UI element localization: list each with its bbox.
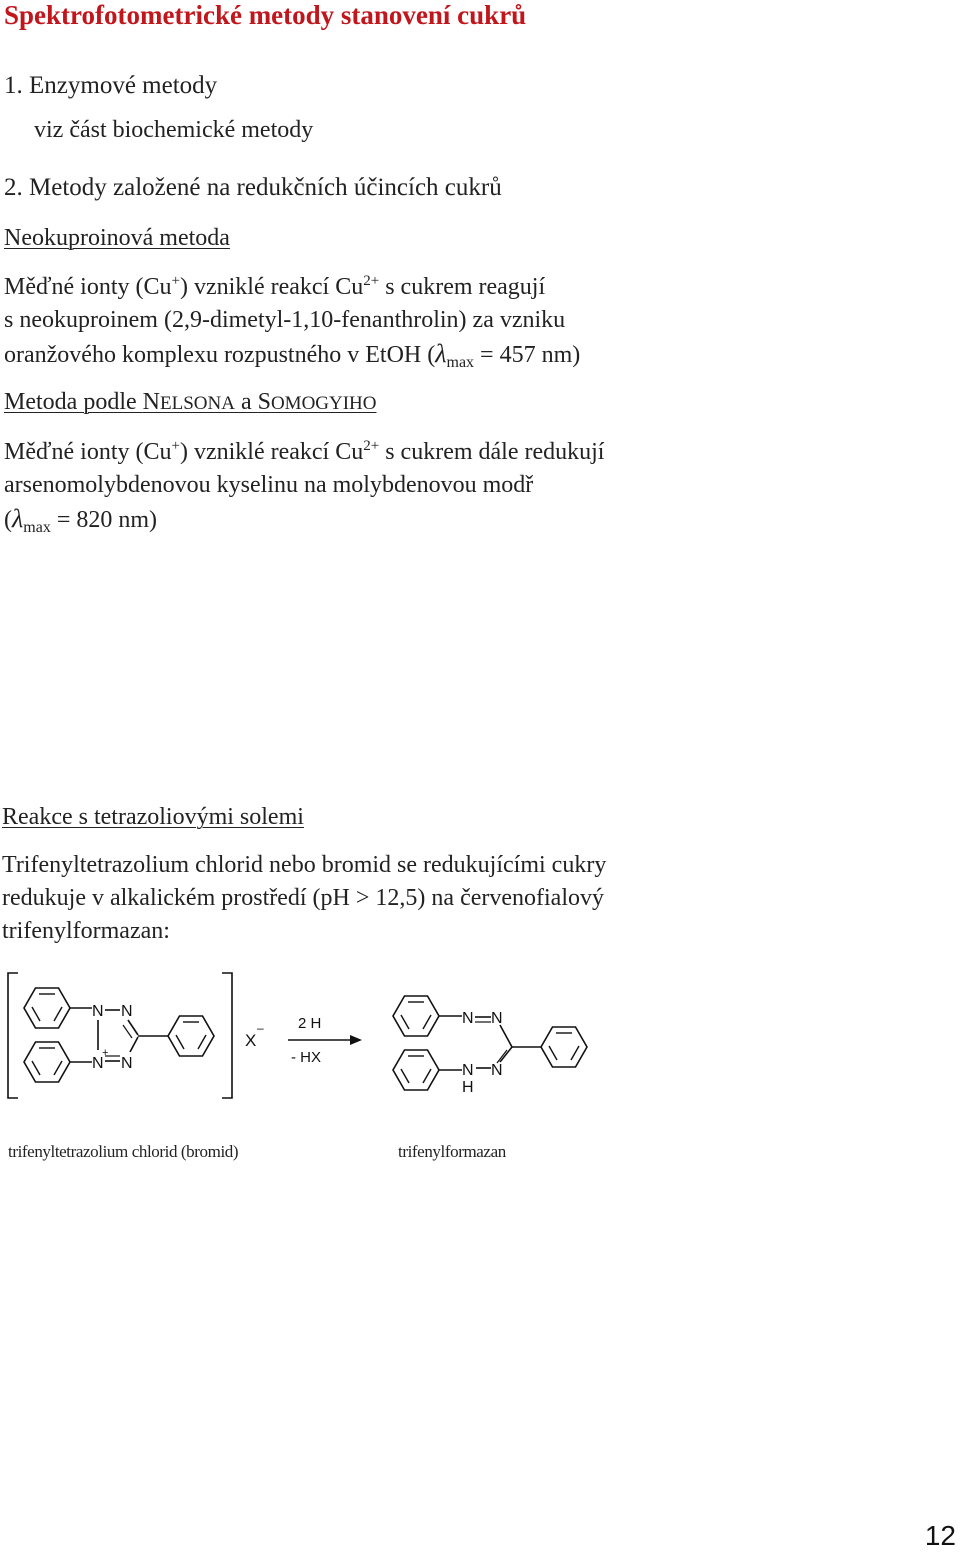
section-1-note: viz část biochemické metody bbox=[34, 117, 314, 143]
reaction-arrow bbox=[288, 1035, 362, 1045]
benzene-ring-top bbox=[393, 996, 439, 1036]
page-title: Spektrofotometrické metody stanovení cukrů bbox=[4, 0, 527, 30]
nelson-somogyi-heading: Metoda podle NELSONA a SOMOGYIHO bbox=[4, 389, 377, 415]
reagent-above-arrow: 2 H bbox=[298, 1015, 322, 1032]
tetrazolium-heading: Reakce s tetrazoliovými solemi bbox=[2, 804, 304, 830]
section-1-heading: 1. Enzymové metody bbox=[4, 72, 218, 99]
page-number: 12 bbox=[924, 1520, 956, 1551]
atom-n3: N bbox=[92, 1055, 104, 1072]
nelson-line-2: arsenomolybdenovou kyselinu na molybdenovou modř bbox=[4, 472, 534, 498]
benzene-ring-bottom bbox=[393, 1050, 439, 1090]
tetrazolium-line-2: redukuje v alkalickém prostředí (pH > 12,5) na červenofialový bbox=[2, 885, 604, 911]
benzene-ring-top-left bbox=[24, 988, 70, 1028]
reagent-below-arrow: - HX bbox=[291, 1049, 321, 1066]
anion-charge: – bbox=[257, 1021, 264, 1035]
formazan-atom-n3: N bbox=[462, 1062, 474, 1079]
neocuproine-line-1: Měďné ionty (Cu+) vzniklé reakcí $Cu^{2+}$ s cukrem reagují bbox=[4, 273, 546, 300]
atom-n4: N bbox=[121, 1055, 133, 1072]
tetrazolium-line-3: trifenylformazan: bbox=[2, 918, 170, 944]
atom-n2: N bbox=[121, 1003, 133, 1020]
neocuproine-line-3: oranžového komplexu rozpustného v EtOH ($\lambda_{max} = 457$ nm) bbox=[4, 339, 581, 371]
atom-n1: N bbox=[92, 1003, 104, 1020]
benzene-ring-right-product bbox=[541, 1027, 587, 1067]
caption-tetrazolium: trifenyltetrazolium chlorid (bromid) bbox=[8, 1142, 239, 1161]
reaction-scheme bbox=[0, 960, 960, 1110]
tetrazolium-structure bbox=[8, 973, 232, 1098]
benzene-ring-bottom-left bbox=[24, 1042, 70, 1082]
nelson-line-1: Měďné ionty (Cu+) vzniklé reakcí $Cu^{2+}$ s cukrem dále redukují bbox=[4, 438, 605, 465]
neocuproine-heading: Neokuproinová metoda bbox=[4, 225, 230, 251]
formazan-atom-n1: N bbox=[462, 1010, 474, 1027]
neocuproine-line-2: s neokuproinem (2,9-dimetyl-1,10-fenanthrolin) za vzniku bbox=[4, 307, 566, 333]
formazan-atom-n4: N bbox=[491, 1062, 503, 1079]
formazan-structure bbox=[393, 996, 587, 1096]
formazan-atom-h: H bbox=[462, 1079, 474, 1096]
section-2-heading: 2. Metody založené na redukčních účincích cukrů bbox=[4, 174, 502, 201]
benzene-ring-right bbox=[168, 1016, 214, 1056]
anion-label: X bbox=[245, 1031, 257, 1050]
nelson-line-3: ($\lambda_{max} = 820$ nm) bbox=[4, 504, 158, 536]
caption-formazan: trifenylformazan bbox=[398, 1142, 506, 1161]
formazan-atom-n2: N bbox=[491, 1010, 503, 1027]
tetrazolium-line-1: Trifenyltetrazolium chlorid nebo bromid se redukujícími cukry bbox=[2, 852, 607, 878]
positive-charge: + bbox=[102, 1047, 109, 1059]
